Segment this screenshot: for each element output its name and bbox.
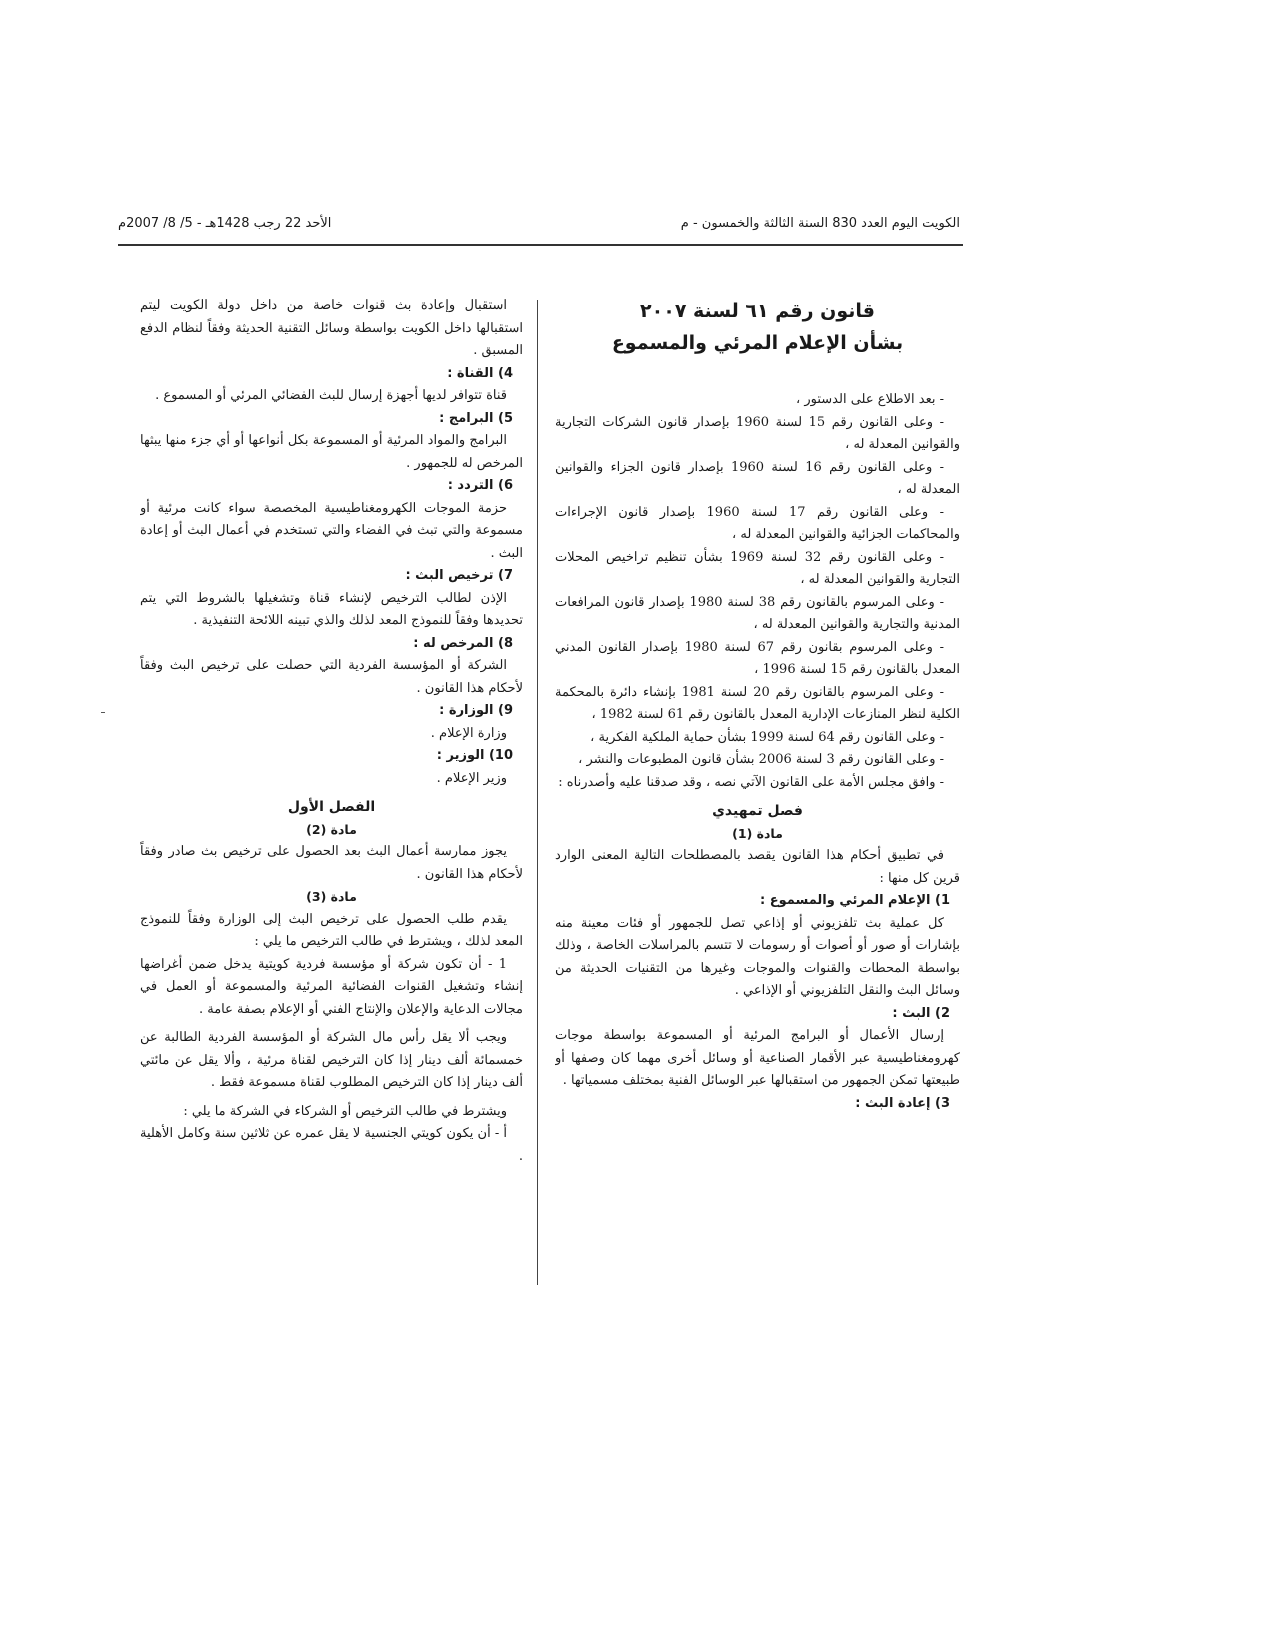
chapter-heading: الفصل الأول xyxy=(287,799,376,815)
article-list-item: 1 - أن تكون شركة أو مؤسسة فردية كويتية يدخل ضمن أغراضها إنشاء وتشغيل القنوات الفضائية المرئية والمسموعة أو العمل في مجالات الدعاية والإعلان والإنتاج الفني أو الإعلام بصفة عامة . xyxy=(140,956,523,1017)
definition-term: 3) إعادة البث : xyxy=(855,1095,950,1111)
definition-term: 10) الوزير : xyxy=(436,748,513,763)
preamble-clause: - وعلى القانون رقم 3 لسنة 2006 بشأن قانون المطبوعات والنشر ، xyxy=(578,752,944,767)
definition-text: وزير الإعلام . xyxy=(436,770,507,786)
article-text: يقدم طلب الحصول على ترخيص البث إلى الوزارة وفقاً للنموذج المعد لذلك ، ويشترط في طالب الترخيص ما يلي : xyxy=(140,911,523,949)
definition-text: حزمة الموجات الكهرومغناطيسية المخصصة سواء كانت مرئية أو مسموعة والتي تبث في الفضاء والتي تستخدم في أعمال البث أو إعادة البث . xyxy=(140,500,523,561)
scan-mark xyxy=(101,712,105,713)
preamble-clause: - وعلى القانون رقم 15 لسنة 1960 بإصدار قانون الشركات التجارية والقوانين المعدلة له ، xyxy=(555,414,960,452)
left-column xyxy=(140,295,523,1285)
preamble-clause: - وعلى المرسوم بالقانون رقم 20 لسنة 1981 بإنشاء دائرة بالمحكمة الكلية لنظر المنازعات الإدارية المعدل بالقانون رقم 61 لسنة 1982 ، xyxy=(555,684,960,722)
preamble-clause: - بعد الاطلاع على الدستور ، xyxy=(796,392,944,407)
preamble-clause: - وعلى المرسوم بالقانون رقم 38 لسنة 1980 بإصدار قانون المرافعات المدنية والتجارية والقوانين المعدلة له ، xyxy=(555,594,960,632)
article-text: في تطبيق أحكام هذا القانون يقصد بالمصطلحات التالية المعنى الوارد قرين كل منها : xyxy=(555,848,960,886)
definition-text: استقبال وإعادة بث قنوات خاصة من داخل دولة الكويت ليتم استقبالها داخل الكويت بواسطة وسائل التقنية الحديثة وفقاً لنظام الدفع المسبق . xyxy=(140,298,523,358)
definition-term: 6) التردد : xyxy=(447,478,513,493)
definition-text: كل عملية بث تلفزيوني أو إذاعي تصل للجمهور أو فئات معينة منه بإشارات أو صور أو أصوات أو رسومات لا تتسم بالمراسلات الخاصة ، وذلك بواسطة المحطات والقنوات والموجات وغيرها من التقنيات الحديثة من وسائل البث والنقل التلفزيوني أو الإذاعي . xyxy=(555,915,960,998)
article-number: مادة (3) xyxy=(306,889,357,904)
definition-term: 8) المرخص له : xyxy=(413,635,513,651)
law-subtitle: بشأن الإعلام المرئي والمسموع xyxy=(611,332,904,354)
definition-term: 9) الوزارة : xyxy=(439,703,513,718)
definition-text: إرسال الأعمال أو البرامج المرئية أو المسموعة بواسطة موجات كهرومغناطيسية عبر الأقمار الصناعية أو وسائل أخرى مهما كان وصفها أو طبيعتها تمكن الجمهور من استقبالها عبر الوسائل الفنية بمختلف مسمياتها . xyxy=(555,1028,960,1088)
header-rule xyxy=(118,244,963,246)
preamble-clause: - وعلى القانون رقم 64 لسنة 1999 بشأن حماية الملكية الفكرية ، xyxy=(590,729,944,745)
definition-text: وزارة الإعلام . xyxy=(430,725,507,741)
preamble-clause: - وعلى القانون رقم 32 لسنة 1969 بشأن تنظيم تراخيص المحلات التجارية والقوانين المعدلة له ، xyxy=(555,549,960,587)
preamble-clause: - وعلى القانون رقم 17 لسنة 1960 بإصدار قانون الإجراءات والمحاكمات الجزائية والقوانين المعدلة له ، xyxy=(555,504,960,542)
chapter-heading: فصل تمهيدي xyxy=(712,803,803,819)
preamble-clause: - وعلى المرسوم بقانون رقم 67 لسنة 1980 بإصدار القانون المدني المعدل بالقانون رقم 15 لسنة 1996 ، xyxy=(555,639,960,677)
right-column xyxy=(555,295,960,1285)
preamble-clause: - وعلى القانون رقم 16 لسنة 1960 بإصدار قانون الجزاء والقوانين المعدلة له ، xyxy=(555,459,960,497)
preamble-clause: - وافق مجلس الأمة على القانون الآتي نصه ، وقد صدقنا عليه وأصدرناه : xyxy=(558,774,944,790)
definition-text: الشركة أو المؤسسة الفردية التي حصلت على ترخيص البث وفقاً لأحكام هذا القانون . xyxy=(140,658,523,696)
definition-text: قناة تتوافر لديها أجهزة إرسال للبث الفضائي المرئي أو المسموع . xyxy=(155,388,507,403)
definition-term: 7) ترخيص البث : xyxy=(405,568,513,583)
definition-text: البرامج والمواد المرئية أو المسموعة بكل أنواعها أو أي جزء منها يبثها المرخص له للجمهور . xyxy=(140,433,523,471)
article-text: ويجب ألا يقل رأس مال الشركة أو المؤسسة الفردية الطالبة عن خمسمائة ألف دينار إذا كان الترخيص لقناة مرئية ، وألا يقل عن مائتي ألف دينار إذا كان الترخيص المطلوب لقناة مسموعة فقط . xyxy=(140,1030,523,1090)
publication-info: الكويت اليوم العدد 830 السنة الثالثة والخمسون - م xyxy=(680,216,960,231)
article-list-item: أ - أن يكون كويتي الجنسية لا يقل عمره عن ثلاثين سنة وكامل الأهلية . xyxy=(140,1126,523,1164)
definition-term: 2) البث : xyxy=(892,1005,950,1021)
article-text: يجوز ممارسة أعمال البث بعد الحصول على ترخيص بث صادر وفقاً لأحكام هذا القانون . xyxy=(140,844,523,882)
law-title: قانون رقم ٦١ لسنة ٢٠٠٧ xyxy=(640,300,875,322)
article-text: ويشترط في طالب الترخيص أو الشركاء في الشركة ما يلي : xyxy=(183,1103,507,1119)
definition-term: 4) القناة : xyxy=(447,365,513,381)
article-number: مادة (2) xyxy=(306,821,357,837)
issue-date: الأحد 22 رجب 1428هـ - 5/ 8/ 2007م xyxy=(118,216,332,231)
article-number: مادة (1) xyxy=(732,825,783,841)
definition-term: 5) البرامج : xyxy=(439,410,513,426)
definition-text: الإذن لطالب الترخيص لإنشاء قناة وتشغيلها بالشروط التي يتم تحديدها وفقاً للنموذج المعد لذلك والذي تبينه اللائحة التنفيذية . xyxy=(140,590,523,628)
page-header xyxy=(118,216,960,240)
definition-term: 1) الإعلام المرئي والمسموع : xyxy=(760,893,950,908)
column-divider xyxy=(537,300,538,1285)
